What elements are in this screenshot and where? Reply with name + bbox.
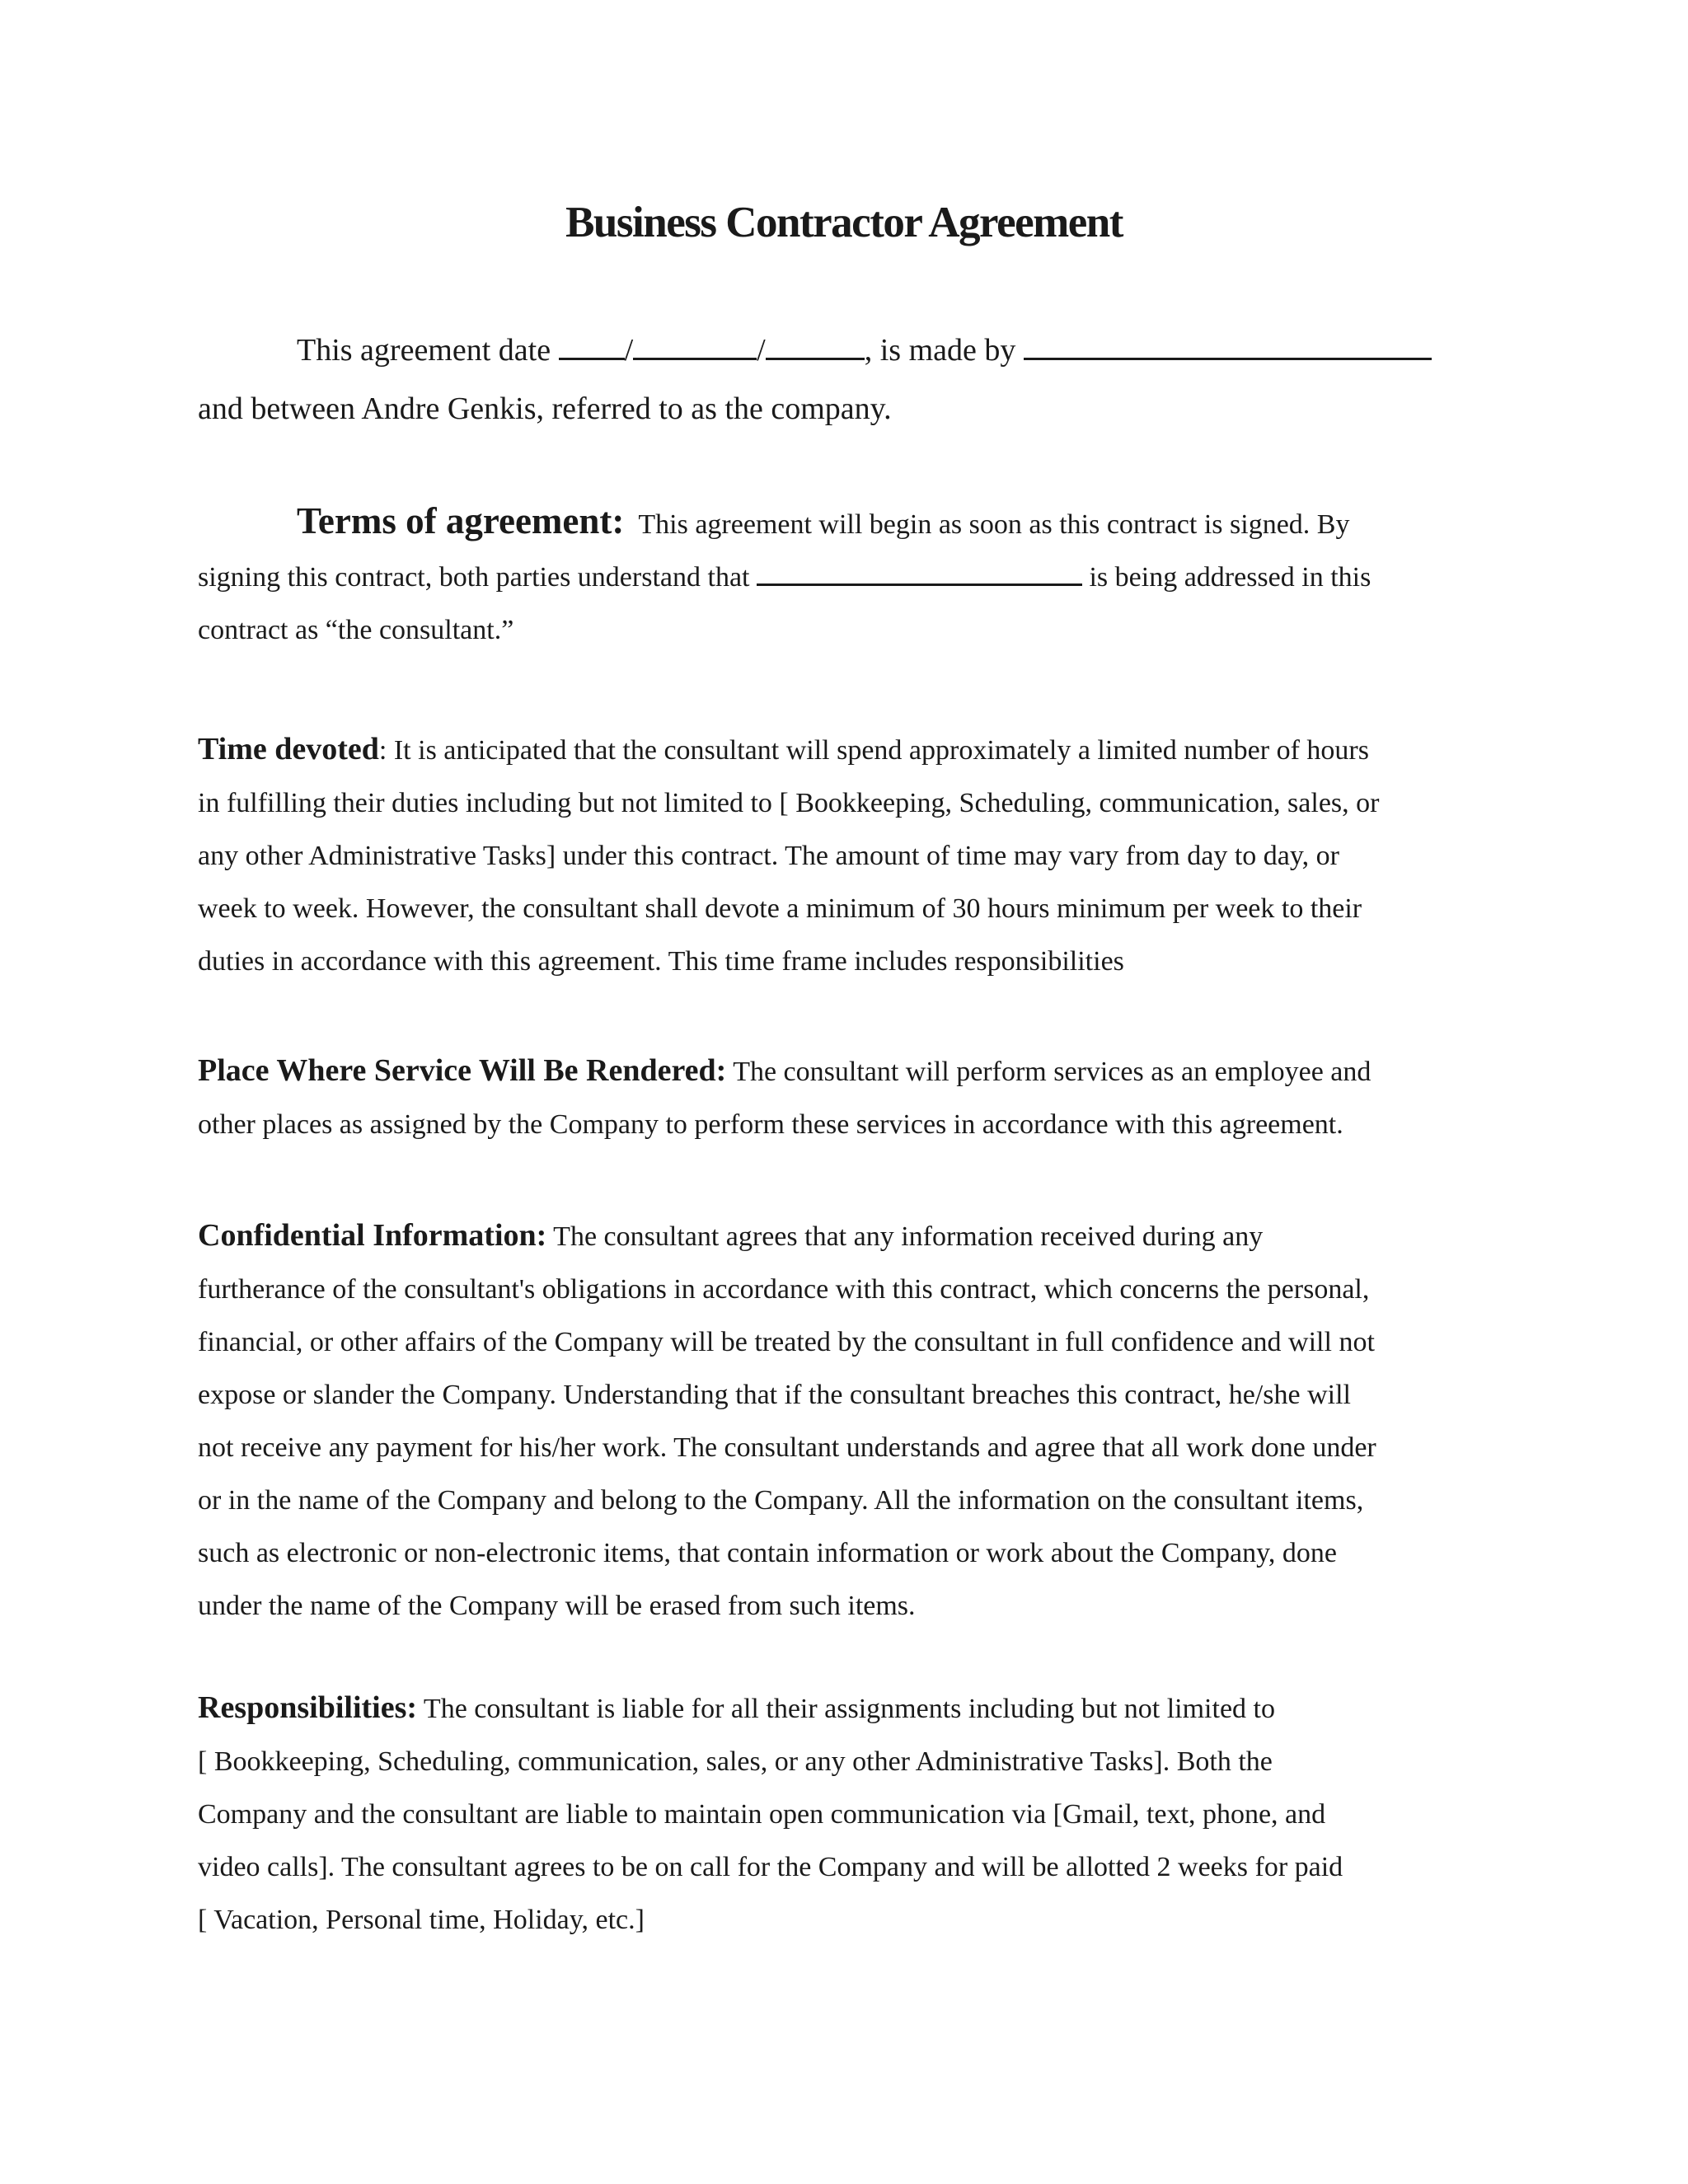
consultant-name-blank[interactable] xyxy=(757,558,1082,586)
time-line-4: week to week. However, the consultant shall devote a minimum of 30 hours minimum per week to their xyxy=(198,893,1362,924)
resp-line-5: [ Vacation, Personal time, Holiday, etc.] xyxy=(198,1905,645,1935)
time-devoted-heading: Time devoted xyxy=(198,732,379,766)
confidential-heading: Confidential Information: xyxy=(198,1218,547,1253)
terms-paragraph xyxy=(198,494,1475,657)
resp-line-1 xyxy=(198,1681,1475,1736)
terms-line-3: contract as “the consultant.” xyxy=(198,615,514,645)
conf-line-8: under the name of the Company will be erased from such items. xyxy=(198,1591,916,1621)
intro-text: This agreement date xyxy=(297,333,559,368)
time-text: : It is anticipated that the consultant will spend approximately a limited number of hours xyxy=(378,735,1369,766)
time-line-3: any other Administrative Tasks] under this contract. The amount of time may vary from day to day, or xyxy=(198,841,1339,871)
time-devoted-paragraph xyxy=(198,723,1475,988)
date-separator: / xyxy=(757,333,766,368)
terms-heading: Terms of agreement: xyxy=(297,500,625,541)
conf-text: The consultant agrees that any information received during any xyxy=(546,1221,1264,1252)
intro-made-by-text: , is made by xyxy=(864,333,1024,368)
conf-line-6: or in the name of the Company and belong to the Company. All the information on the consultant items, xyxy=(198,1485,1364,1516)
month-blank[interactable] xyxy=(633,330,757,360)
resp-line-3: Company and the consultant are liable to maintain open communication via [Gmail, text, phone, and xyxy=(198,1799,1326,1830)
conf-line-3: financial, or other affairs of the Company will be treated by the consultant in full confidence and will not xyxy=(198,1327,1375,1357)
day-blank[interactable] xyxy=(559,330,625,360)
conf-line-5: not receive any payment for his/her work. The consultant understands and agree that all work done under xyxy=(198,1432,1376,1463)
responsibilities-paragraph xyxy=(198,1681,1475,1947)
conf-line-4: expose or slander the Company. Understanding that if the consultant breaches this contract, he/she will xyxy=(198,1380,1351,1410)
party-name-blank[interactable] xyxy=(1024,330,1432,360)
terms-line-2 xyxy=(198,551,1475,604)
resp-text: The consultant is liable for all their assignments including but not limited to xyxy=(417,1694,1275,1724)
terms-text: signing this contract, both parties understand that xyxy=(198,562,757,593)
time-line-5: duties in accordance with this agreement. This time frame includes responsibilities xyxy=(198,946,1124,977)
terms-text: is being addressed in this xyxy=(1081,562,1372,593)
document-title: Business Contractor Agreement xyxy=(565,199,1123,246)
conf-line-2: furtherance of the consultant's obligations in accordance with this contract, which concerns the personal, xyxy=(198,1274,1370,1305)
conf-line-1 xyxy=(198,1209,1475,1263)
intro-paragraph xyxy=(198,321,1475,438)
place-text: The consultant will perform services as an employee and xyxy=(726,1057,1372,1087)
responsibilities-heading: Responsibilities: xyxy=(198,1690,418,1725)
confidential-paragraph xyxy=(198,1209,1475,1633)
place-line-1 xyxy=(198,1044,1475,1099)
date-separator: / xyxy=(624,333,634,368)
intro-line-1 xyxy=(198,321,1475,380)
terms-text: This agreement will begin as soon as this contract is signed. By xyxy=(638,509,1350,540)
intro-line-2: and between Andre Genkis, referred to as the company. xyxy=(198,391,892,426)
place-paragraph xyxy=(198,1044,1475,1151)
resp-line-4: video calls]. The consultant agrees to be on call for the Company and will be allotted 2 weeks for paid xyxy=(198,1852,1343,1882)
place-line-2: other places as assigned by the Company to perform these services in accordance with this agreement. xyxy=(198,1109,1343,1140)
time-line-1 xyxy=(198,723,1475,777)
resp-line-2: [ Bookkeeping, Scheduling, communication, sales, or any other Administrative Tasks]. Both the xyxy=(198,1746,1273,1777)
time-line-2: in fulfilling their duties including but not limited to [ Bookkeeping, Scheduling, communication, sales, or xyxy=(198,788,1380,818)
year-blank[interactable] xyxy=(766,330,865,360)
conf-line-7: such as electronic or non-electronic items, that contain information or work about the Company, done xyxy=(198,1538,1337,1568)
place-heading: Place Where Service Will Be Rendered: xyxy=(198,1053,727,1088)
terms-line-1 xyxy=(198,494,1475,551)
